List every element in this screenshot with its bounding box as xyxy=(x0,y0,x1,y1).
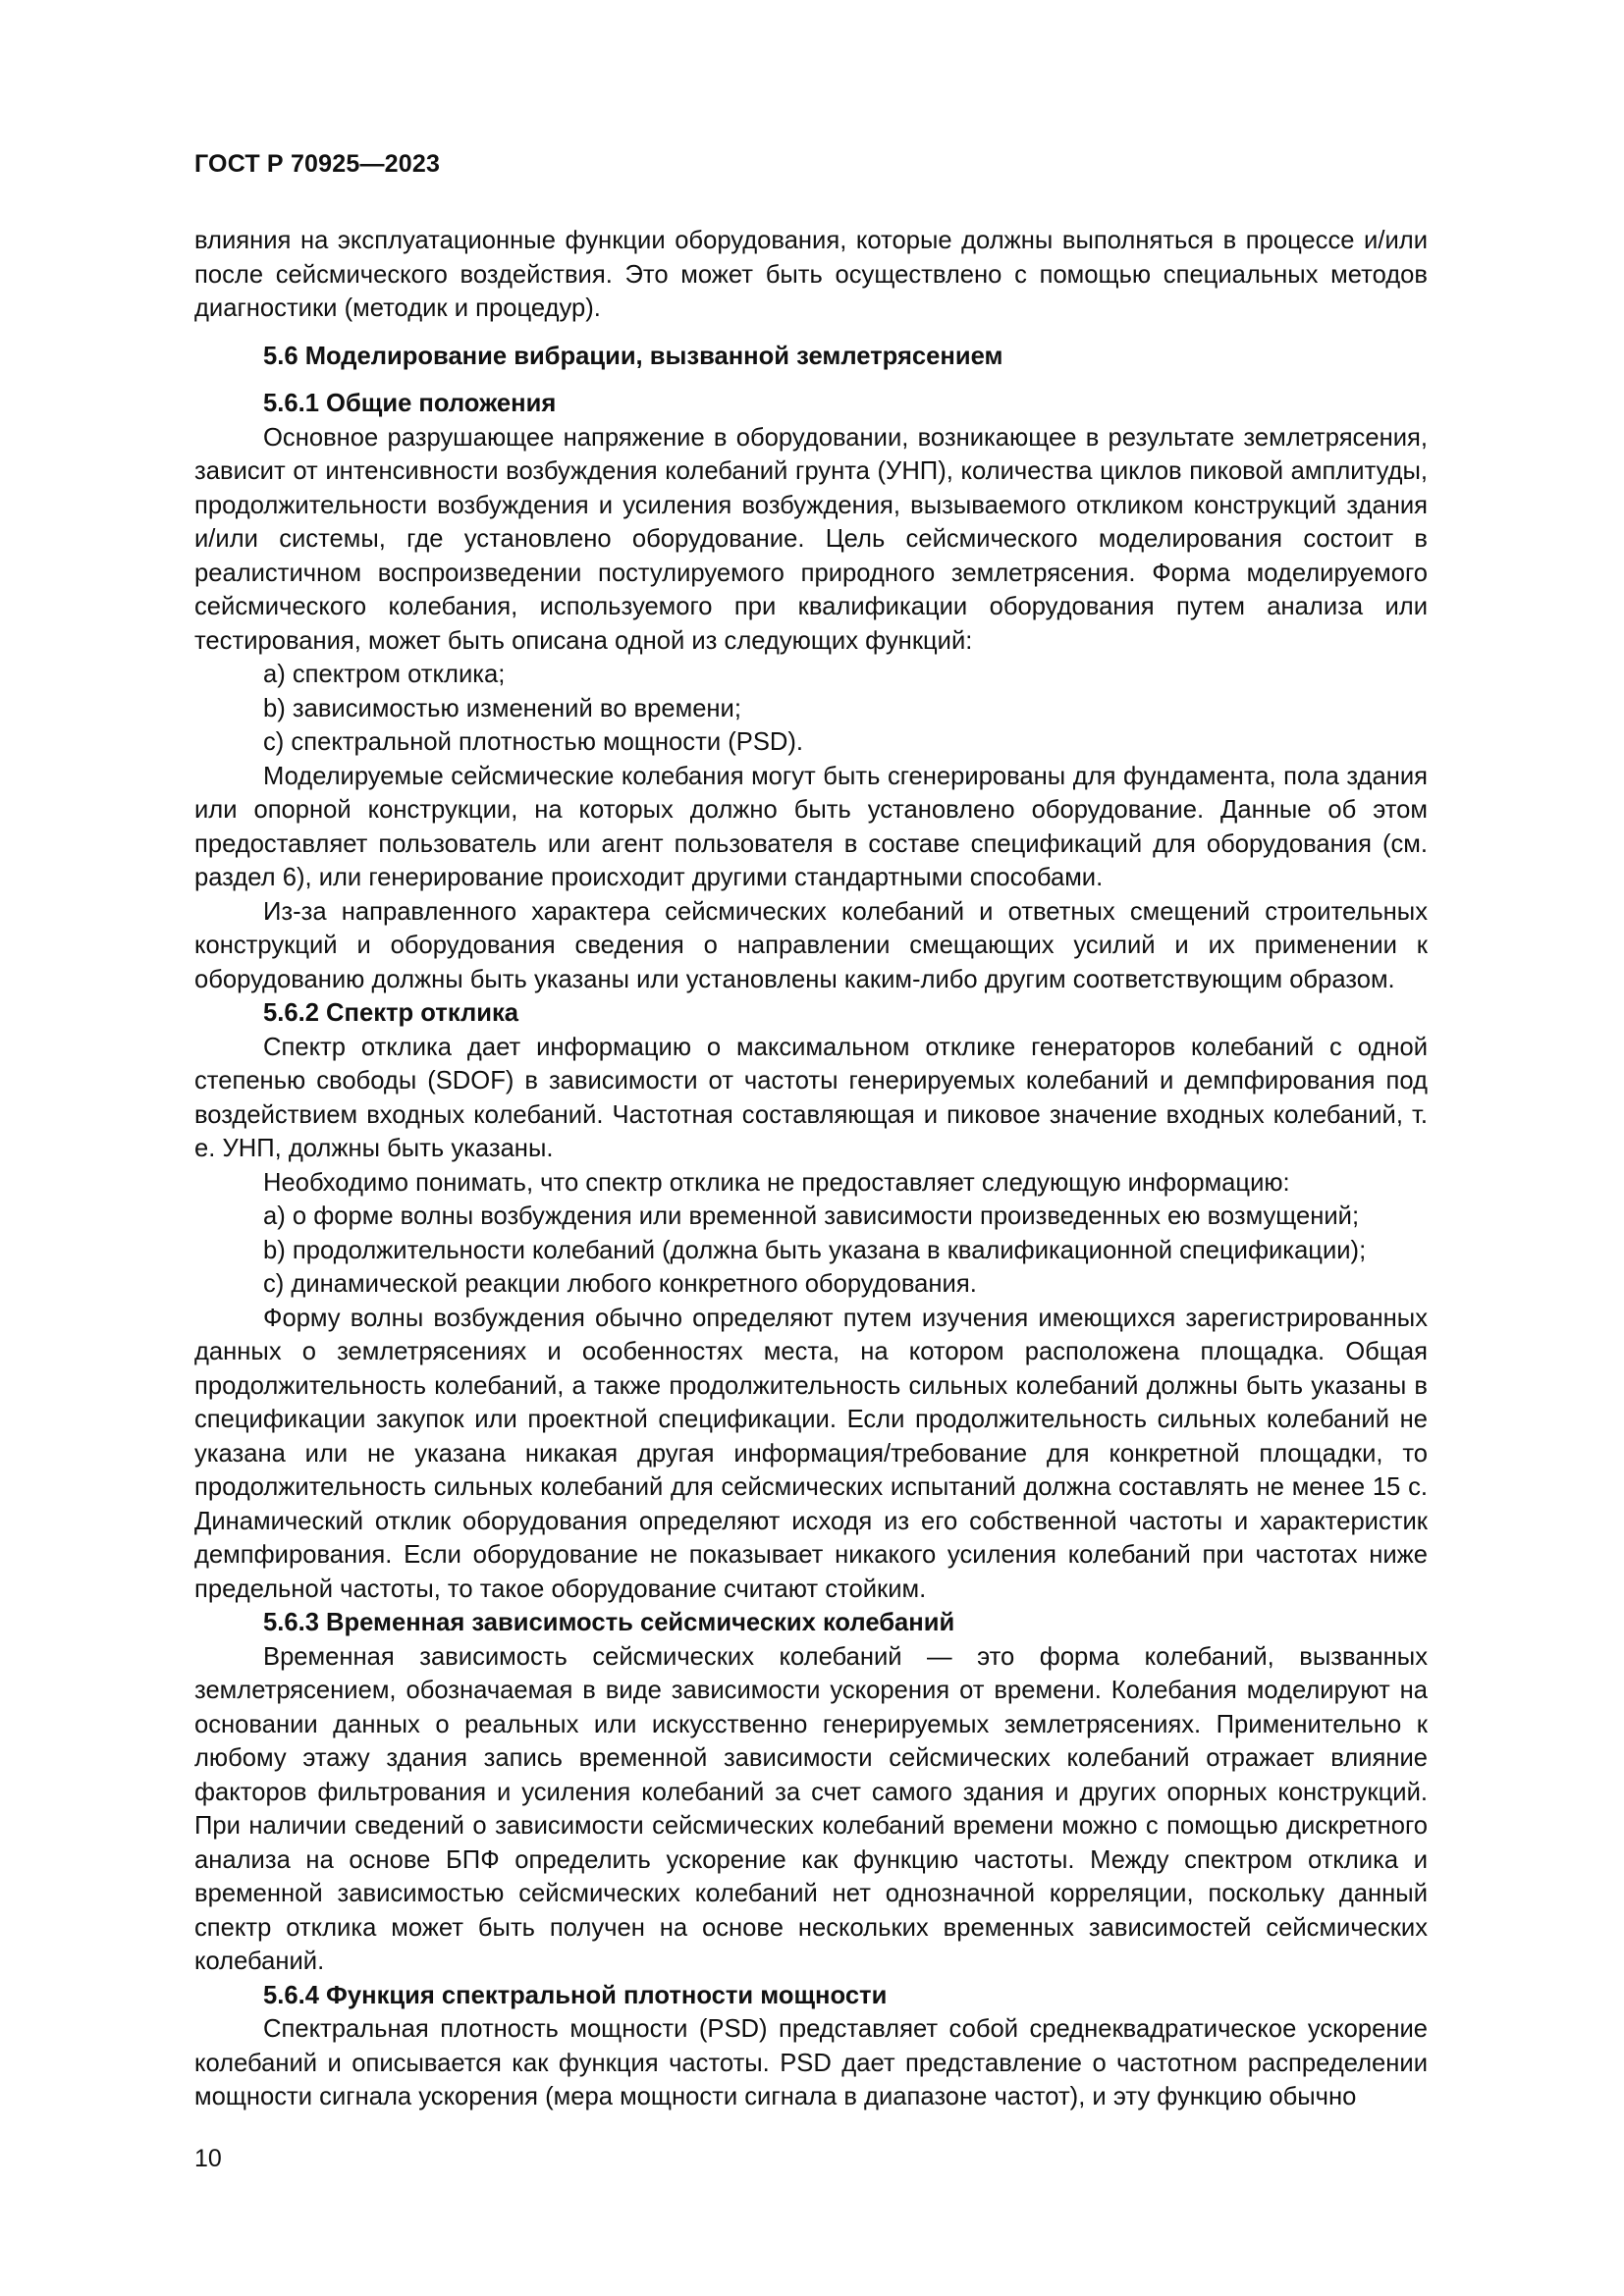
subsection-heading-5-6-3: 5.6.3 Временная зависимость сейсмических колебаний xyxy=(263,1609,955,1636)
document-code-header: ГОСТ Р 70925—2023 xyxy=(194,150,441,178)
list-item: c) спектральной плотностью мощности (PSD). xyxy=(263,728,804,756)
paragraph: Основное разрушающее напряжение в оборудовании, возникающее в результате землетрясения, зависит от интенсивности возбуждения колебаний грунта (УНП), количества циклов пиковой амплитуды, продолжительности возбуждения и усиления возбуждения, вызываемого откликом конструкций здания и/или системы, где установлено оборудование. Цель сейсмического моделирования состоит в реалистичном воспроизведении постулируемого природного землетрясения. Форма моделируемого сейсмического колебания, используемого при квалификации оборудования путем анализа или тестирования, может быть описана одной из следующих функций: xyxy=(194,423,1428,655)
list-item: b) продолжительности колебаний (должна быть указана в квалификационной спецификации); xyxy=(263,1236,1367,1264)
paragraph: Временная зависимость сейсмических колебаний — это форма колебаний, вызванных землетрясением, обозначаемая в виде зависимости ускорения от времени. Колебания моделируют на основании данных о реальных или искусственно генерируемых землетрясениях. Применительно к любому этажу здания запись временной зависимости сейсмических колебаний отражает влияние факторов фильтрования и усиления колебаний за счет самого здания и других опорных конструкций. При наличии сведений о зависимости сейсмических колебаний времени можно с помощью дискретного анализа на основе БПФ определить ускорение как функцию частоты. Между спектром отклика и временной зависимостью сейсмических колебаний нет однозначной корреляции, поскольку данный спектр отклика может быть получен на основе нескольких временных зависимостей сейсмических колебаний. xyxy=(194,1642,1428,1975)
paragraph-intro: влияния на эксплуатационные функции оборудования, которые должны выполняться в процессе и/или после сейсмического воздействия. Это может быть осуществлено с помощью специальных методов диагностики (методик и процедур). xyxy=(194,227,1428,322)
subsection-heading-5-6-2: 5.6.2 Спектр отклика xyxy=(263,999,518,1027)
paragraph: Спектр отклика дает информацию о максимальном отклике генераторов колебаний с одной степенью свободы (SDOF) в зависимости от частоты генерируемых колебаний и демпфирования под воздействием входных колебаний. Частотная составляющая и пиковое значение входных колебаний, т. е. УНП, должны быть указаны. xyxy=(194,1033,1428,1162)
subsection-heading-5-6-4: 5.6.4 Функция спектральной плотности мощности xyxy=(263,1981,888,2009)
page-number: 10 xyxy=(194,2145,222,2172)
list-item: b) зависимостью изменений во времени; xyxy=(263,694,741,722)
list-item: a) спектром отклика; xyxy=(263,661,506,688)
paragraph: Из-за направленного характера сейсмических колебаний и ответных смещений строительных конструкций и оборудования сведения о направлении смещающих усилий и их применении к оборудованию должны быть указаны или установлены каким-либо другим соответствующим образом. xyxy=(194,897,1428,993)
list-item: a) о форме волны возбуждения или временной зависимости произведенных ею возмущений; xyxy=(263,1202,1360,1230)
page-content xyxy=(194,224,1428,2114)
paragraph: Форму волны возбуждения обычно определяют путем изучения имеющихся зарегистрированных данных о землетрясениях и особенностях места, на котором расположена площадка. Общая продолжительность колебаний, а также продолжительность сильных колебаний должны быть указаны в спецификации закупок или проектной спецификации. Если продолжительность сильных колебаний не указана или не указана никакая другая информация/требование для конкретной площадки, то продолжительность сильных колебаний для сейсмических испытаний должна составлять не менее 15 с. Динамический отклик оборудования определяют исходя из его собственной частоты и характеристик демпфирования. Если оборудование не показывает никакого усиления колебаний при частотах ниже предельной частоты, то такое оборудование считают стойким. xyxy=(194,1304,1428,1603)
list-item: c) динамической реакции любого конкретного оборудования. xyxy=(263,1270,977,1298)
paragraph: Необходимо понимать, что спектр отклика не предоставляет следующую информацию: xyxy=(263,1168,1290,1197)
paragraph: Моделируемые сейсмические колебания могут быть сгенерированы для фундамента, пола здания или опорной конструкции, на которых должно быть установлено оборудование. Данные об этом предоставляет пользователь или агент пользователя в составе спецификаций для оборудования (см. раздел 6), или генерирование происходит другими стандартными способами. xyxy=(194,762,1428,891)
section-heading-5-6: 5.6 Моделирование вибрации, вызванной землетрясением xyxy=(263,342,1003,370)
subsection-heading-5-6-1: 5.6.1 Общие положения xyxy=(263,390,557,417)
paragraph: Спектральная плотность мощности (PSD) представляет собой среднеквадратическое ускорение колебаний и описывается как функция частоты. PSD дает представление о частотном распределении мощности сигнала ускорения (мера мощности сигнала в диапазоне частот), и эту функцию обычно xyxy=(194,2015,1428,2110)
